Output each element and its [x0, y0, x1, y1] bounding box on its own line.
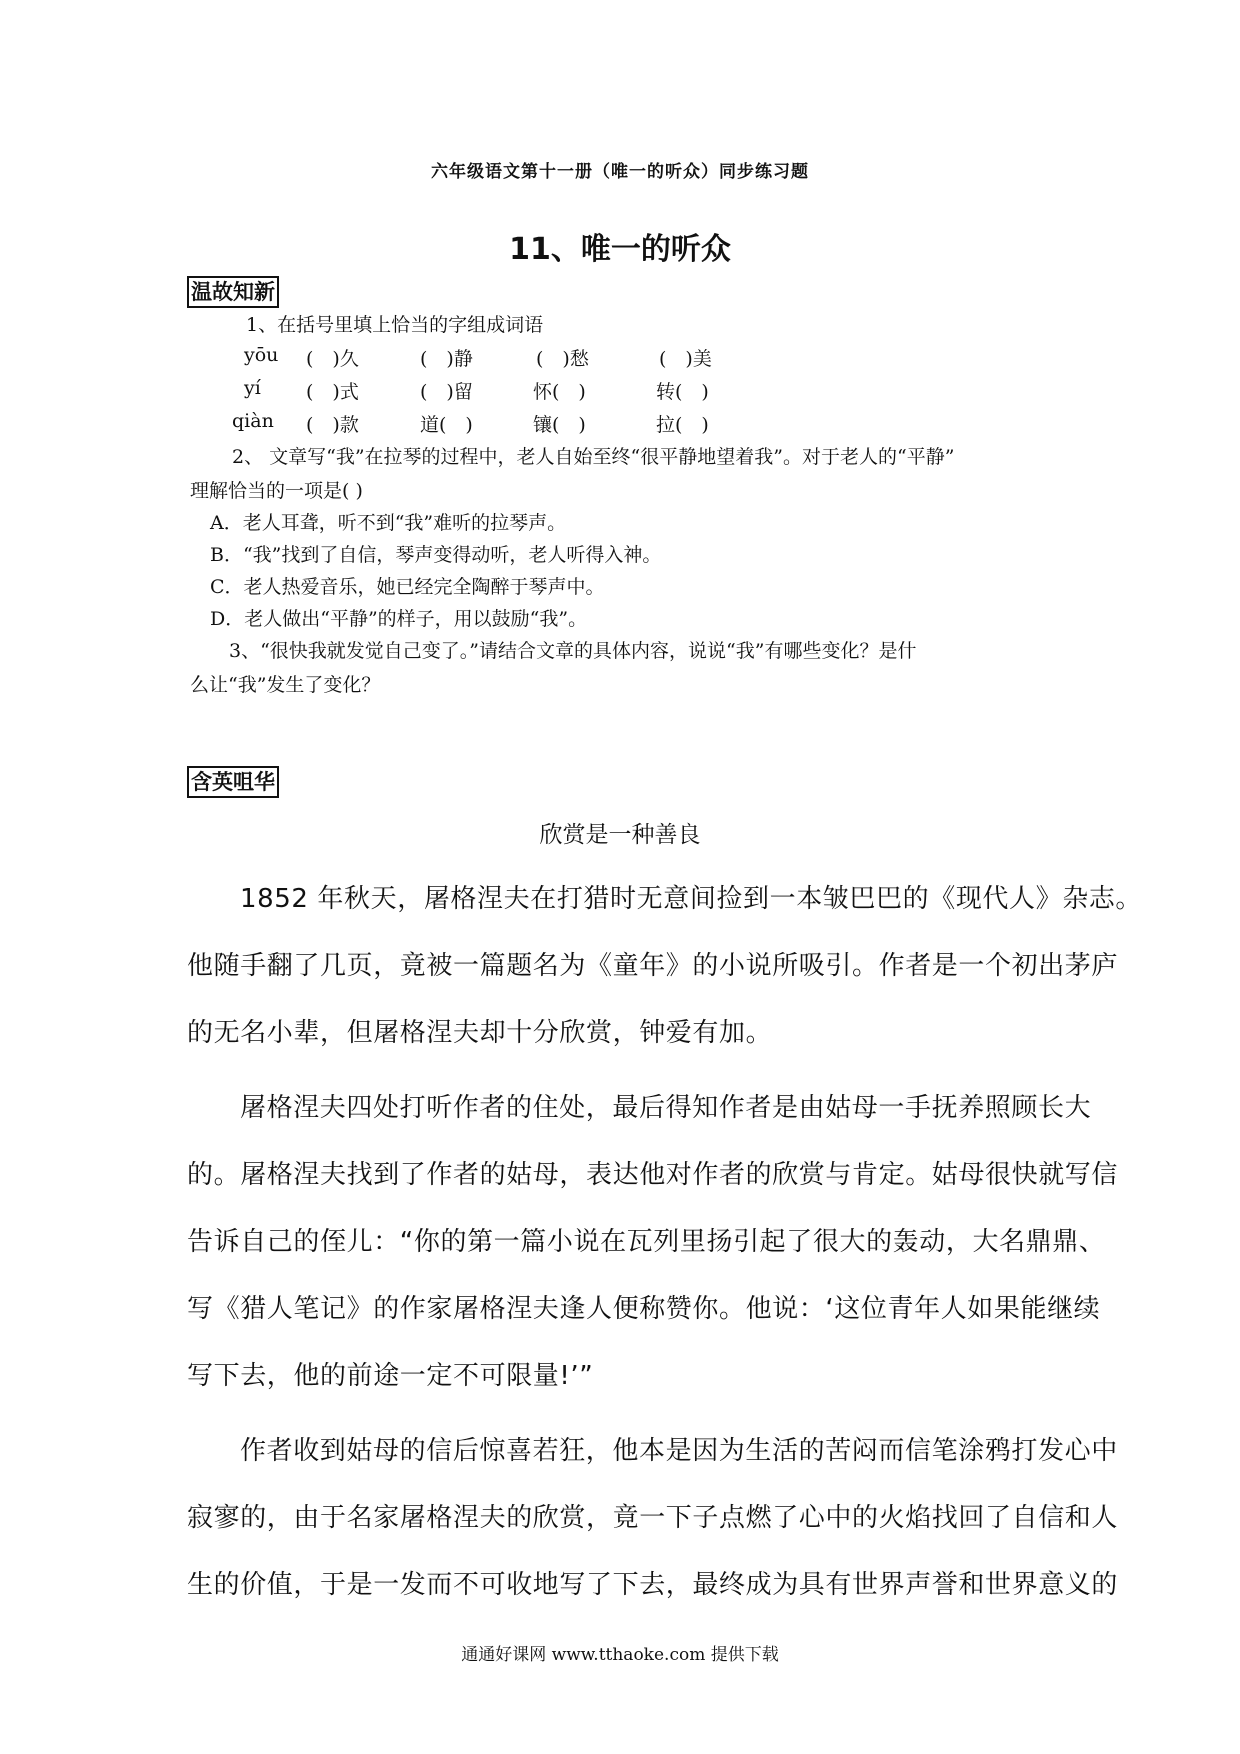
question-2-line-2: 理解恰当的一项是( ): [190, 480, 363, 502]
pinyin-label: yí: [244, 377, 261, 399]
fill-cell: ( )愁: [536, 348, 589, 370]
essay-line: 1852 年秋天，屠格涅夫在打猎时无意间捡到一本皱巴巴的《现代人》杂志。: [240, 884, 1143, 914]
option-b: B．“我”找到了自信，琴声变得动听，老人听得入神。: [210, 544, 662, 566]
essay-title: 欣赏是一种善良: [539, 822, 701, 848]
question-1: 1、在括号里填上恰当的字组成词语: [246, 314, 544, 336]
essay-line: 告诉自己的侄儿：“你的第一篇小说在瓦列里扬引起了很大的轰动，大名鼎鼎、: [187, 1227, 1106, 1257]
option-d: D．老人做出“平静”的样子，用以鼓励“我”。: [210, 608, 588, 630]
option-c: C．老人热爱音乐，她已经完全陶醉于琴声中。: [210, 576, 605, 598]
fill-cell: ( )式: [306, 381, 359, 403]
essay-line: 的。屠格涅夫找到了作者的姑母，表达他对作者的欣赏与肯定。姑母很快就写信: [187, 1160, 1119, 1190]
fill-cell: 转( ): [656, 381, 709, 403]
fill-cell: 道( ): [420, 414, 473, 436]
question-3-line-2: 么让“我”发生了变化？: [190, 674, 381, 696]
fill-cell: 拉( ): [656, 414, 709, 436]
pinyin-label: yōu: [244, 344, 279, 366]
fill-cell: ( )静: [420, 348, 473, 370]
essay-line: 写下去，他的前途一定不可限量!’”: [187, 1361, 594, 1391]
essay-line: 写《猎人笔记》的作家屠格涅夫逢人便称赞你。他说：‘这位青年人如果能继续: [187, 1294, 1101, 1324]
question-2-line-1: 2、 文章写“我”在拉琴的过程中，老人自始至终“很平静地望着我”。对于老人的“平静”: [232, 446, 955, 468]
essay-line: 寂寥的，由于名家屠格涅夫的欣赏，竟一下子点燃了心中的火焰找回了自信和人: [187, 1503, 1119, 1533]
document-header: 六年级语文第十一册（唯一的听众）同步练习题: [431, 162, 809, 182]
essay-line: 生的价值，于是一发而不可收地写了下去，最终成为具有世界声誉和世界意义的: [187, 1570, 1119, 1600]
essay-line: 的无名小辈，但屠格涅夫却十分欣赏，钟爱有加。: [187, 1018, 773, 1048]
fill-cell: 怀( ): [533, 381, 586, 403]
essay-line: 屠格涅夫四处打听作者的住处，最后得知作者是由姑母一手抚养照顾长大: [240, 1093, 1092, 1123]
essay-line: 他随手翻了几页，竟被一篇题名为《童年》的小说所吸引。作者是一个初出茅庐: [187, 951, 1119, 981]
lesson-title: 11、唯一的听众: [509, 232, 731, 267]
section-label-reading: 含英咀华: [187, 766, 279, 798]
option-a: A．老人耳聋，听不到“我”难听的拉琴声。: [210, 512, 567, 534]
question-3-line-1: 3、“很快我就发觉自己变了。”请结合文章的具体内容，说说“我”有哪些变化？是什: [229, 640, 917, 662]
fill-cell: ( )款: [306, 414, 359, 436]
essay-line: 作者收到姑母的信后惊喜若狂，他本是因为生活的苦闷而信笔涂鸦打发心中: [240, 1436, 1118, 1466]
pinyin-label: qiàn: [232, 410, 274, 432]
fill-cell: 镶( ): [533, 414, 586, 436]
page-footer: 通通好课网 www.tthaoke.com 提供下载: [461, 1645, 779, 1665]
fill-cell: ( )久: [306, 348, 359, 370]
fill-cell: ( )美: [659, 348, 712, 370]
fill-cell: ( )留: [420, 381, 473, 403]
section-label-review: 温故知新: [187, 276, 279, 308]
